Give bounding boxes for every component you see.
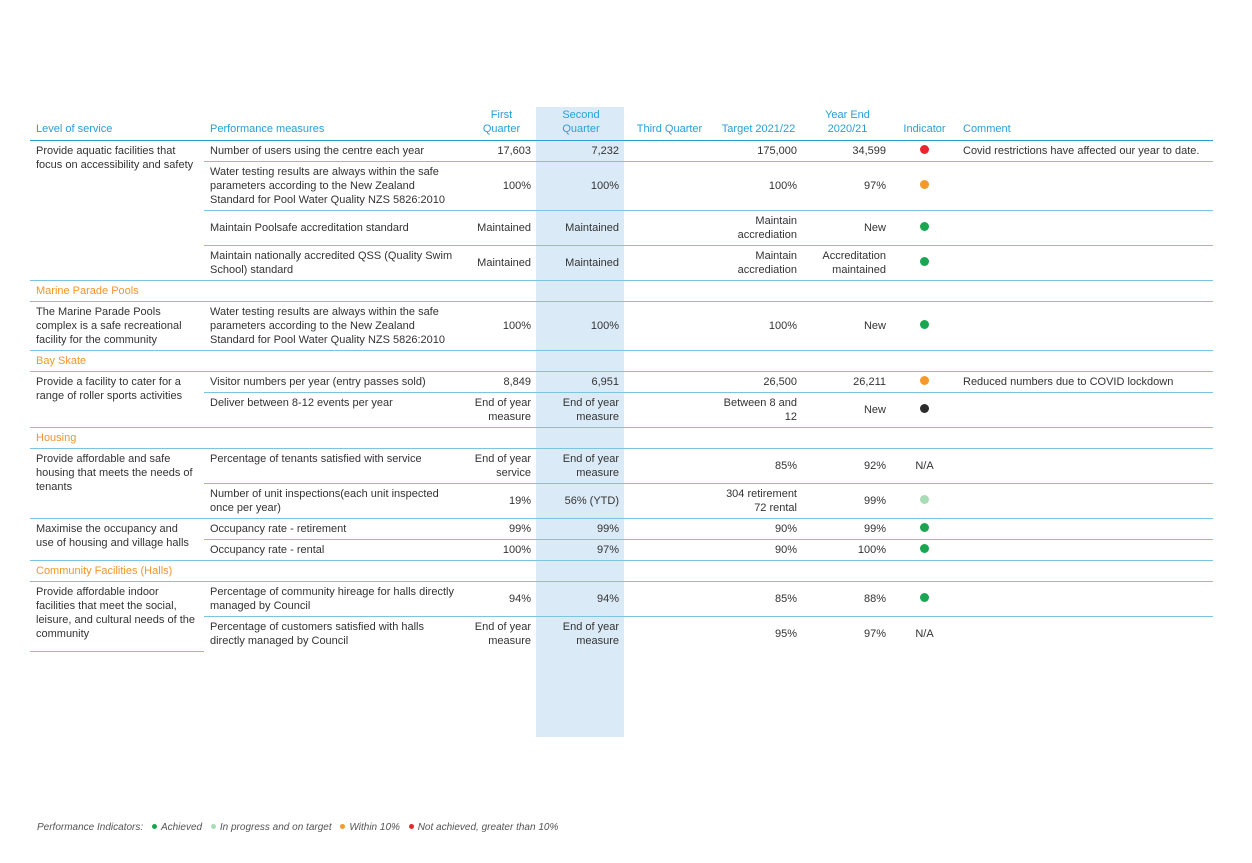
indicator-lightgreen-dot — [920, 495, 929, 504]
q1-value: End of year service — [466, 449, 537, 484]
yearend-value: 97% — [803, 162, 892, 211]
table-row — [30, 519, 1213, 540]
target-value: 85% — [714, 449, 803, 484]
target-value: 26,500 — [714, 372, 803, 393]
measure: Visitor numbers per year (entry passes sold) — [204, 372, 466, 393]
q3-value — [625, 302, 714, 351]
legend-orange-dot — [340, 824, 345, 829]
q3-value — [625, 582, 714, 617]
yearend-value: New — [803, 211, 892, 246]
yearend-value: 34,599 — [803, 141, 892, 162]
q3-value — [625, 393, 714, 428]
indicator-cell — [892, 519, 957, 540]
q2-value: End of year measure — [562, 621, 619, 647]
header-yearend: Year End 2020/21 — [803, 108, 892, 141]
measure: Percentage of tenants satisfied with service — [204, 449, 466, 484]
measure: Water testing results are always within the safe parameters according to the New Zealand Standard for Pool Water Quality NZS 5826:2010 — [204, 302, 466, 351]
q3-value — [625, 484, 714, 519]
q1-value: 99% — [466, 519, 537, 540]
indicator-cell — [892, 484, 957, 519]
comment — [957, 582, 1213, 617]
q3-value — [625, 540, 714, 561]
section-title: Marine Parade Pools — [30, 281, 1213, 302]
q3-value — [625, 162, 714, 211]
comment — [957, 393, 1213, 428]
comment — [957, 617, 1213, 652]
yearend-value: New — [803, 302, 892, 351]
q3-value — [625, 372, 714, 393]
header-target: Target 2021/22 — [714, 108, 803, 141]
comment: Covid restrictions have affected our year to date. — [957, 141, 1213, 162]
q3-value — [625, 617, 714, 652]
target-value: 304 retirement 72 rental — [714, 484, 803, 519]
q2-value: 100% — [537, 162, 625, 211]
header-comment: Comment — [957, 108, 1213, 141]
header-row — [30, 108, 1213, 141]
legend-lightgreen-dot — [211, 824, 216, 829]
header-q3: Third Quarter — [625, 108, 714, 141]
q2-value: 56% (YTD) — [537, 484, 625, 519]
header-q1: First Quarter — [466, 108, 537, 141]
yearend-value: 100% — [803, 540, 892, 561]
indicator-cell: N/A — [892, 449, 957, 484]
comment: Reduced numbers due to COVID lockdown — [957, 372, 1213, 393]
q2-value: 100% — [537, 302, 625, 351]
q1-value: End of year measure — [466, 393, 537, 428]
header-q2: Second Quarter — [537, 108, 625, 141]
section-row — [30, 281, 1213, 302]
measure: Maintain Poolsafe accreditation standard — [204, 211, 466, 246]
target-value: 90% — [714, 519, 803, 540]
target-value: 90% — [714, 540, 803, 561]
target-value: 85% — [714, 582, 803, 617]
indicator-legend — [37, 822, 558, 833]
section-title: Community Facilities (Halls) — [30, 561, 1213, 582]
header-measures: Performance measures — [204, 108, 466, 141]
table-row — [30, 211, 1213, 246]
table-row — [30, 540, 1213, 561]
yearend-value: Accreditation maintained — [803, 246, 892, 281]
measure: Occupancy rate - retirement — [204, 519, 466, 540]
target-value: 175,000 — [714, 141, 803, 162]
performance-table — [30, 108, 1213, 652]
measure: Percentage of community hireage for halls directly managed by Council — [204, 582, 466, 617]
indicator-cell — [892, 141, 957, 162]
q3-value — [625, 449, 714, 484]
q1-value: 100% — [466, 540, 537, 561]
indicator-green-dot — [920, 593, 929, 602]
q3-value — [625, 211, 714, 246]
q1-value: Maintained — [466, 246, 537, 281]
level-of-service: Provide aquatic facilities that focus on accessibility and safety — [30, 141, 204, 281]
q1-value: End of year measure — [474, 621, 531, 647]
q2-value: End of year measure — [537, 393, 625, 428]
table-row — [30, 393, 1213, 428]
legend-notachieved: Not achieved, greater than 10% — [417, 822, 559, 833]
comment — [957, 162, 1213, 211]
q3-value — [625, 246, 714, 281]
indicator-cell — [892, 393, 957, 428]
q1-value: 19% — [466, 484, 537, 519]
q2-value: 97% — [537, 540, 625, 561]
measure: Number of unit inspections(each unit inspected once per year) — [204, 484, 466, 519]
q1-value: 100% — [466, 302, 537, 351]
yearend-value: 99% — [803, 519, 892, 540]
q2-value: 7,232 — [537, 141, 625, 162]
indicator-cell — [892, 211, 957, 246]
table-row — [30, 246, 1213, 281]
indicator-cell — [892, 302, 957, 351]
indicator-cell — [892, 582, 957, 617]
q3-value — [625, 519, 714, 540]
legend-green-dot — [152, 824, 157, 829]
header-indicator: Indicator — [892, 108, 957, 141]
header-level: Level of service — [30, 108, 204, 141]
target-value: Maintain accrediation — [714, 246, 803, 281]
comment — [957, 484, 1213, 519]
table-row — [30, 582, 1213, 617]
measure: Percentage of customers satisfied with halls directly managed by Council — [210, 621, 424, 647]
indicator-cell — [892, 372, 957, 393]
q2-value: Maintained — [537, 211, 625, 246]
target-value: 95% — [774, 628, 797, 640]
table-row — [30, 302, 1213, 351]
indicator-orange-dot — [920, 180, 929, 189]
indicator-orange-dot — [920, 376, 929, 385]
target-value: Maintain accrediation — [714, 211, 803, 246]
legend-label: Performance Indicators: — [37, 822, 144, 833]
indicator-cell — [892, 162, 957, 211]
comment — [957, 449, 1213, 484]
level-of-service: Provide a facility to cater for a range of roller sports activities — [30, 372, 204, 428]
q1-value: 17,603 — [466, 141, 537, 162]
target-value: Between 8 and 12 — [714, 393, 803, 428]
target-value: 100% — [714, 302, 803, 351]
legend-achieved: Achieved — [160, 822, 203, 833]
yearend-value: 99% — [803, 484, 892, 519]
q2-value: Maintained — [537, 246, 625, 281]
q1-value: 94% — [466, 582, 537, 617]
q3-value — [625, 141, 714, 162]
table-row — [30, 162, 1213, 211]
section-row — [30, 351, 1213, 372]
indicator-cell — [892, 246, 957, 281]
q2-value: 6,951 — [537, 372, 625, 393]
measure: Water testing results are always within the safe parameters according to the New Zealand Standard for Pool Water Quality NZS 5826:2010 — [204, 162, 466, 211]
section-row — [30, 428, 1213, 449]
comment — [957, 519, 1213, 540]
yearend-value: New — [803, 393, 892, 428]
table-row — [30, 484, 1213, 519]
table-row — [30, 372, 1213, 393]
q2-value: End of year measure — [537, 449, 625, 484]
level-of-service: Provide affordable and safe housing that meets the needs of tenants — [30, 449, 204, 519]
indicator-green-dot — [920, 320, 929, 329]
level-of-service: The Marine Parade Pools complex is a safe recreational facility for the community — [30, 302, 204, 351]
section-row — [30, 561, 1213, 582]
level-of-service: Maximise the occupancy and use of housing and village halls — [30, 519, 204, 561]
legend-progress: In progress and on target — [219, 822, 332, 833]
table-row — [30, 449, 1213, 484]
measure: Maintain nationally accredited QSS (Quality Swim School) standard — [204, 246, 466, 281]
indicator-black-dot — [920, 404, 929, 413]
yearend-value: 97% — [863, 628, 886, 640]
q1-value: 100% — [466, 162, 537, 211]
comment — [957, 302, 1213, 351]
q2-value: 94% — [537, 582, 625, 617]
q1-value: Maintained — [466, 211, 537, 246]
section-title: Bay Skate — [30, 351, 1213, 372]
legend-within: Within 10% — [349, 822, 400, 833]
comment — [957, 540, 1213, 561]
measure: Number of users using the centre each year — [204, 141, 466, 162]
comment — [957, 246, 1213, 281]
yearend-value: 26,211 — [803, 372, 892, 393]
yearend-value: 88% — [803, 582, 892, 617]
indicator-green-dot — [920, 544, 929, 553]
table-row — [30, 141, 1213, 162]
yearend-value: 92% — [803, 449, 892, 484]
comment — [957, 211, 1213, 246]
level-of-service: Provide affordable indoor facilities that meet the social, leisure, and cultural needs of the community — [30, 582, 204, 652]
indicator-cell: N/A — [915, 628, 934, 640]
q2-value: 99% — [537, 519, 625, 540]
measure: Deliver between 8-12 events per year — [204, 393, 466, 428]
indicator-red-dot — [920, 145, 929, 154]
target-value: 100% — [714, 162, 803, 211]
indicator-green-dot — [920, 523, 929, 532]
section-title: Housing — [30, 428, 1213, 449]
measure: Occupancy rate - rental — [204, 540, 466, 561]
indicator-cell — [892, 540, 957, 561]
q1-value: 8,849 — [466, 372, 537, 393]
legend-red-dot — [409, 824, 414, 829]
table-row — [30, 617, 1213, 652]
indicator-green-dot — [920, 257, 929, 266]
indicator-green-dot — [920, 222, 929, 231]
